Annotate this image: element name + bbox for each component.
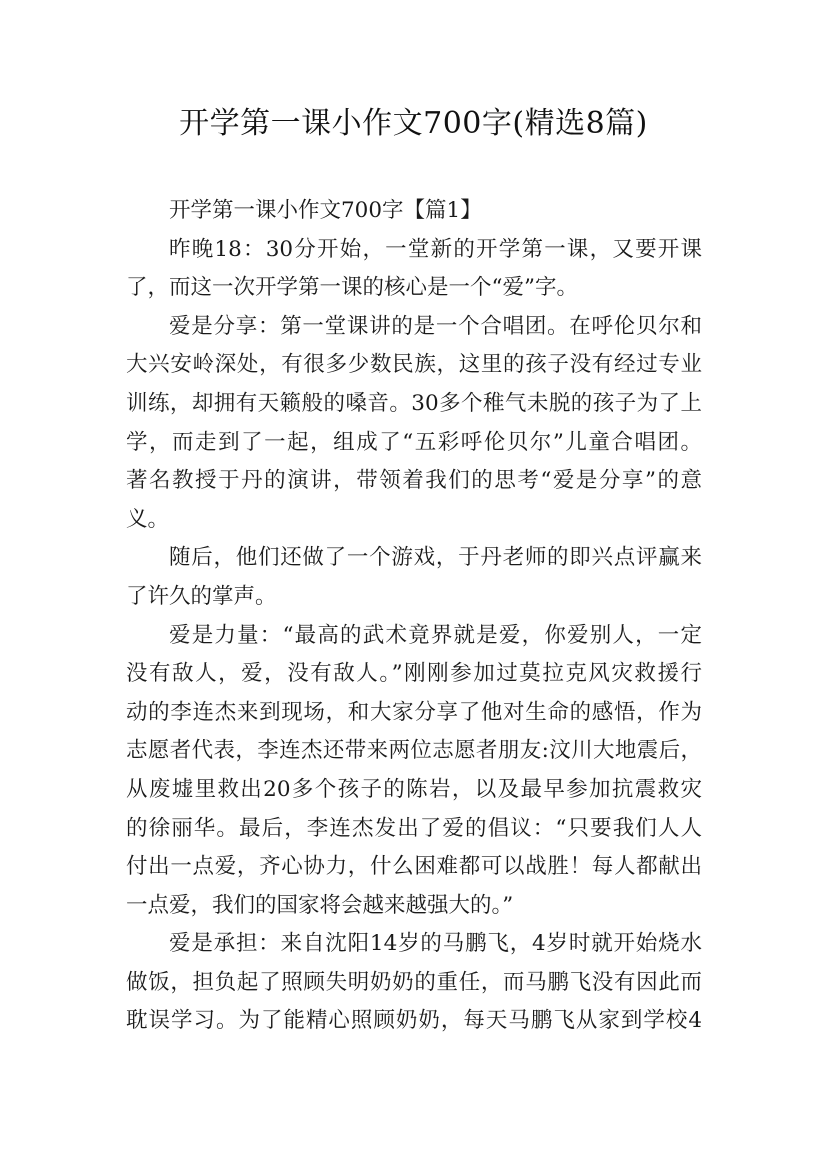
text-line: 著名教授于丹的演讲，带领着我们的思考“爱是分享”的意 (126, 468, 702, 494)
text-line: 从废墟里救出20多个孩子的陈岩，以及最早参加抗震救灾 (126, 776, 702, 802)
text-line: 付出一点爱，齐心协力，什么困难都可以战胜！每人都献出 (126, 854, 702, 880)
text-line: 爱是分享：第一堂课讲的是一个合唱团。在呼伦贝尔和 (169, 313, 702, 339)
text-line: 了，而这一次开学第一课的核心是一个“爱”字。 (126, 275, 578, 301)
text-line: 耽误学习。为了能精心照顾奶奶，每天马鹏飞从家到学校4 (126, 1008, 702, 1034)
document-title: 开学第一课小作文700字(精选8篇) (179, 106, 648, 141)
text-line: 做饭，担负起了照顾失明奶奶的重任，而马鹏飞没有因此而 (126, 969, 702, 995)
text-line: 了许久的掌声。 (126, 583, 277, 609)
document-body (126, 192, 706, 1041)
text-line: 训练，却拥有天籁般的嗓音。30多个稚气未脱的孩子为了上 (126, 390, 702, 416)
text-line: 义。 (126, 506, 170, 532)
text-line: 一点爱，我们的国家将会越来越强大的。” (126, 892, 514, 918)
text-line: 的徐丽华。最后，李连杰发出了爱的倡议：“只要我们人人 (126, 815, 702, 841)
text-line: 动的李连杰来到现场，和大家分享了他对生命的感悟，作为 (126, 699, 702, 725)
text-line: 开学第一课小作文700字【篇1】 (169, 198, 482, 223)
text-line: 大兴安岭深处，有很多少数民族，这里的孩子没有经过专业 (126, 352, 702, 378)
text-line: 没有敌人，爱，没有敌人。”刚刚参加过莫拉克风灾救援行 (126, 661, 702, 687)
text-line: 爱是承担：来自沈阳14岁的马鹏飞，4岁时就开始烧水 (169, 931, 702, 957)
text-line: 志愿者代表，李连杰还带来两位志愿者朋友:汶川大地震后， (126, 738, 702, 764)
text-line: 学，而走到了一起，组成了“五彩呼伦贝尔”儿童合唱团。 (126, 429, 702, 455)
text-line: 爱是力量：“最高的武术竟界就是爱，你爱别人，一定 (169, 622, 702, 648)
text-line: 昨晚18：30分开始，一堂新的开学第一课，又要开课 (169, 236, 702, 262)
text-line: 随后，他们还做了一个游戏，于丹老师的即兴点评赢来 (169, 545, 702, 571)
